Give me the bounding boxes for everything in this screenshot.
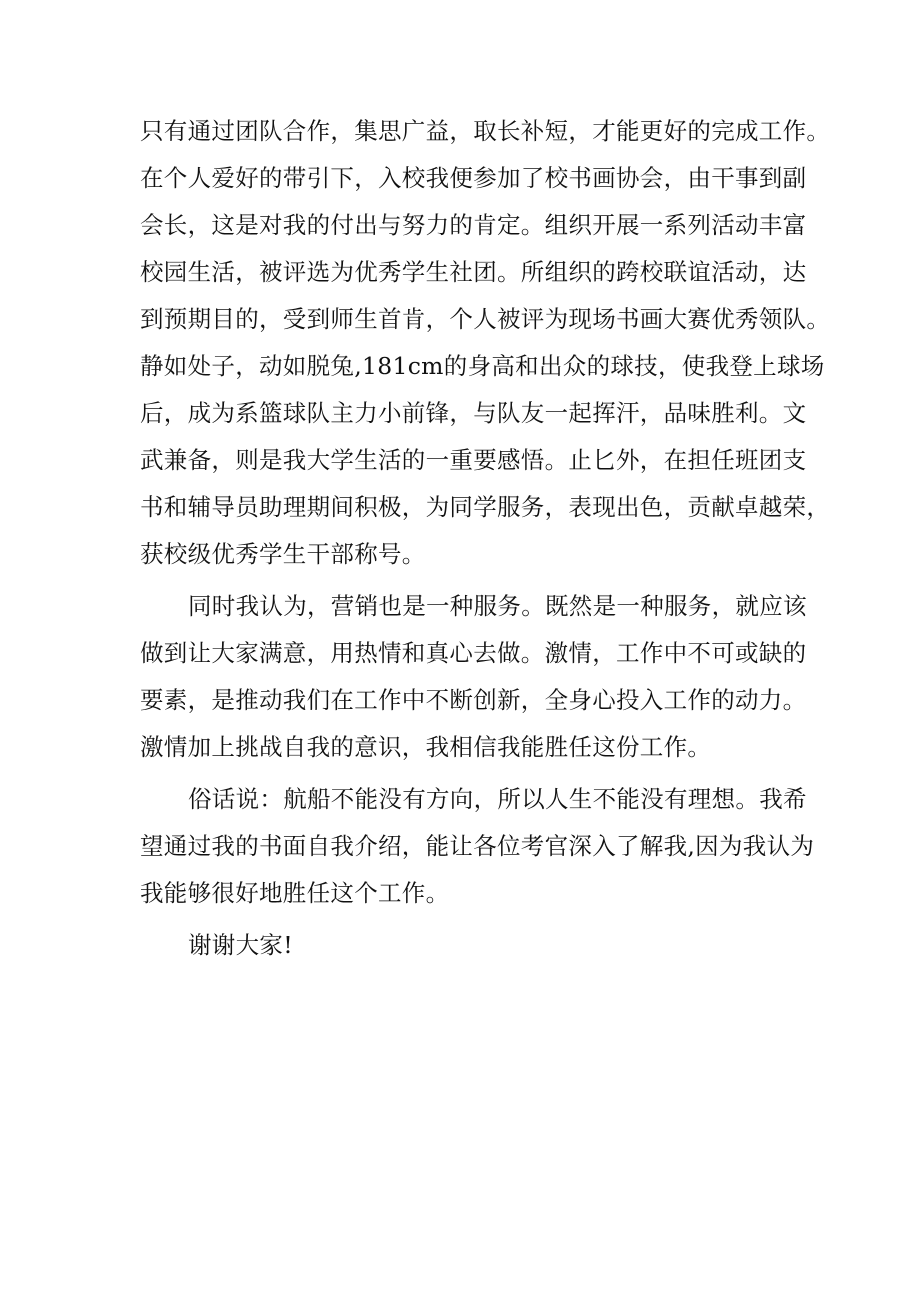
text-line: 我能够很好地胜任这个工作。 [140, 879, 450, 907]
document-body [140, 108, 831, 969]
text-line: 望通过我的书面自我介绍，能让各位考官深入了解我,因为我认为 [140, 832, 815, 860]
text-line: 做到让大家满意，用热情和真心去做。激情，工作中不可或缺的 [140, 639, 807, 667]
text-line: 要素，是推动我们在工作中不断创新，全身心投入工作的动力。 [140, 686, 807, 714]
text-line: 静如处子，动如脱兔,181cm的身高和出众的球技，使我登上球场 [140, 352, 825, 380]
paragraph [140, 922, 805, 969]
closing-line: 谢谢大家! [188, 931, 293, 959]
text-line: 后，成为系篮球队主力小前锋，与队友一起挥汗，品味胜利。文 [140, 399, 807, 427]
text-line: 在个人爱好的带引下，入校我便参加了校书画协会，由干事到副 [140, 164, 807, 192]
text-line: 俗话说：航船不能没有方向，所以人生不能没有理想。我希 [188, 785, 807, 813]
text-line: 获校级优秀学生干部称号。 [140, 540, 426, 568]
text-line: 校园生活，被评选为优秀学生社团。所组织的跨校联谊活动，达 [140, 258, 807, 286]
text-line: 激情加上挑战自我的意识，我相信我能胜任这份工作。 [140, 733, 712, 761]
text-line: 到预期目的，受到师生首肯，个人被评为现场书画大赛优秀领队。 [140, 305, 831, 333]
text-line: 书和辅导员助理期间积极，为同学服务，表现出色，贡献卓越荣， [140, 493, 831, 521]
paragraph [140, 108, 831, 578]
text-line: 会长，这是对我的付出与努力的肯定。组织开展一系列活动丰富 [140, 211, 807, 239]
text-line: 武兼备，则是我大学生活的一重要感悟。止匕外，在担任班团支 [140, 446, 807, 474]
paragraph [140, 583, 805, 771]
text-line: 同时我认为，营销也是一种服务。既然是一种服务，就应该 [188, 592, 807, 620]
paragraph [140, 776, 815, 917]
text-line: 只有通过团队合作，集思广益，取长补短，才能更好的完成工作。 [140, 117, 831, 145]
